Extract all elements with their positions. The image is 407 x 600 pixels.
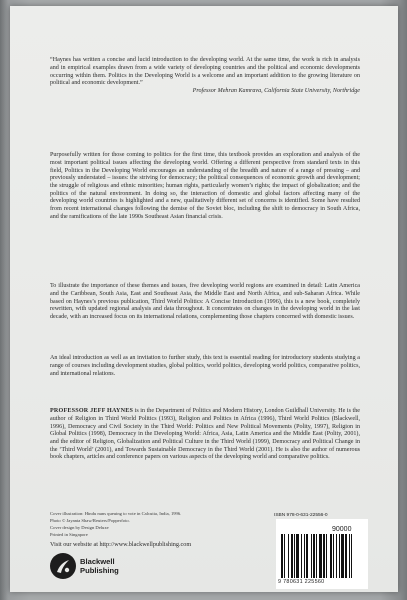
author-bio (50, 408, 360, 462)
cover-credits (50, 511, 250, 539)
barcode-bar (349, 534, 350, 578)
credit-illustration: Cover illustration: Hindu nuns queuing to vote in Calcutta, India, 1996. (50, 511, 182, 516)
barcode-bar (323, 534, 325, 578)
credit-design: Cover design by Design Deluxe (50, 525, 109, 530)
barcode-bar (306, 534, 308, 578)
quote-attribution: Professor Mehran Kamrava, California State University, Northridge (192, 87, 360, 94)
barcode-bar (336, 534, 337, 578)
barcode-bar (296, 534, 299, 578)
barcode-bar (333, 534, 334, 578)
barcode-bar (313, 534, 315, 578)
barcode-bar (284, 534, 285, 578)
description-paragraph: Purposefully written for those coming to politics for the first time, this textbook provides an exploration and analysis of the most important political issues affecting the developing world. Offering a different perspective from standard texts in this field, Politics in the Developing World encourages an understanding of the breadth and nature of a range of pressing – and previously understated – issues: the striving for democracy; the political consequences of economic growth and development; the struggle of religious and ethnic minorities; human rights, particularly women’s rights; the impact of globalization; and the politics of the natural environment. In doing so, the interaction of domestic and global factors affecting many of the developing world countries is highlighted and a new, qualitatively different set of concerns is identified. Some have resulted from recent international changes following the demise of the Soviet bloc, including the shift to democracy in South Africa, and the ramifications of the late 1990s Southeast Asian financial crisis. (50, 152, 360, 220)
website-line: Visit our website at http://www.blackwellpublishing.com (50, 541, 192, 548)
barcode-bar (326, 534, 327, 578)
barcode-bar (288, 534, 289, 578)
publisher-line2: Publishing (80, 565, 119, 575)
barcode-bar (291, 534, 293, 578)
barcode-bar (330, 534, 332, 578)
author-name: PROFESSOR JEFF HAYNES (50, 408, 134, 415)
publisher-logo (50, 553, 130, 581)
publisher-line1: Blackwell (80, 557, 115, 566)
barcode-bar (341, 534, 344, 578)
barcode-bar (311, 534, 312, 578)
barcode-bar (301, 534, 302, 578)
barcode-icon (280, 534, 364, 578)
review-quote (50, 57, 360, 96)
barcode-digits: 9 780631 225560 (278, 579, 325, 585)
publisher-logo-icon (50, 553, 76, 579)
quote-text: “Haynes has written a concise and lucid introduction to the developing world. At the same time, the work is rich in analysis and in empirical examples drawn from a wide variety of developing countries and the political and economic developments occurring within them. Politics in the Developing World is a welcome and an important addition to the growing literature on political and economic development.” (50, 57, 360, 87)
regions-paragraph: To illustrate the importance of these themes and issues, five developing world regions are examined in detail: Latin America and the Caribbean, South Asia, East and Southeast Asia, the Middle East and North Africa, and sub-Saharan Africa. While based on Haynes’s previous publication, Third World Politics: A Concise Introduction (1996), this is a new book, completely rewritten, with updated regional analysis and data throughout. It concentrates on changes in the developing world in the last decade, with an increased focus on its international relations, complementing those chapters concerned with domestic issues. (50, 283, 360, 320)
barcode-bar (316, 534, 317, 578)
publisher-name (80, 558, 119, 575)
audience-paragraph: An ideal introduction as well as an invitation to further study, this text is essential reading for introductory students studying a range of courses including development studies, global politics, world politics, developing world politics, comparative politics, and international relations. (50, 355, 360, 377)
author-bio-text: is in the Department of Politics and Modern History, London Guildhall University. He is the author of Religion in Third World Politics (1993), Religion and Politics in Africa (1996), Third World Politics (Blackwell, 1996), Democracy and Civil Society in the Third World: Politics and New Political Movements (Polity, 1997), Religion in Global Politics (1998), Democracy in the Developing World: Africa, Asia, Latin America and the Middle East (Polity, 2001), and the editor of Religion, Globalization and Political Culture in the Third World (1999), Democracy and Political Change in the ‘Third World’ (2001), and Towards Sustainable Democracy in the Third World (2001). He is also the author of numerous book chapters, articles and conference papers on various aspects of the developing world and comparative politics. (50, 408, 360, 461)
book-back-cover (10, 6, 398, 592)
barcode-bar (294, 534, 295, 578)
barcode-bar (304, 534, 305, 578)
isbn-label: ISBN 978-0-631-22556-0 (274, 513, 328, 518)
barcode-bar (351, 534, 352, 578)
barcode-bar (345, 534, 347, 578)
credit-photo: Photo © Jayanta Shaw/Reuters/Popperfoto. (50, 518, 130, 523)
barcode-bar (281, 534, 283, 578)
barcode-bar (339, 534, 340, 578)
price-code: 90000 (332, 526, 352, 533)
credit-printed: Printed in Singapore (50, 532, 88, 537)
barcode-bar (319, 534, 322, 578)
